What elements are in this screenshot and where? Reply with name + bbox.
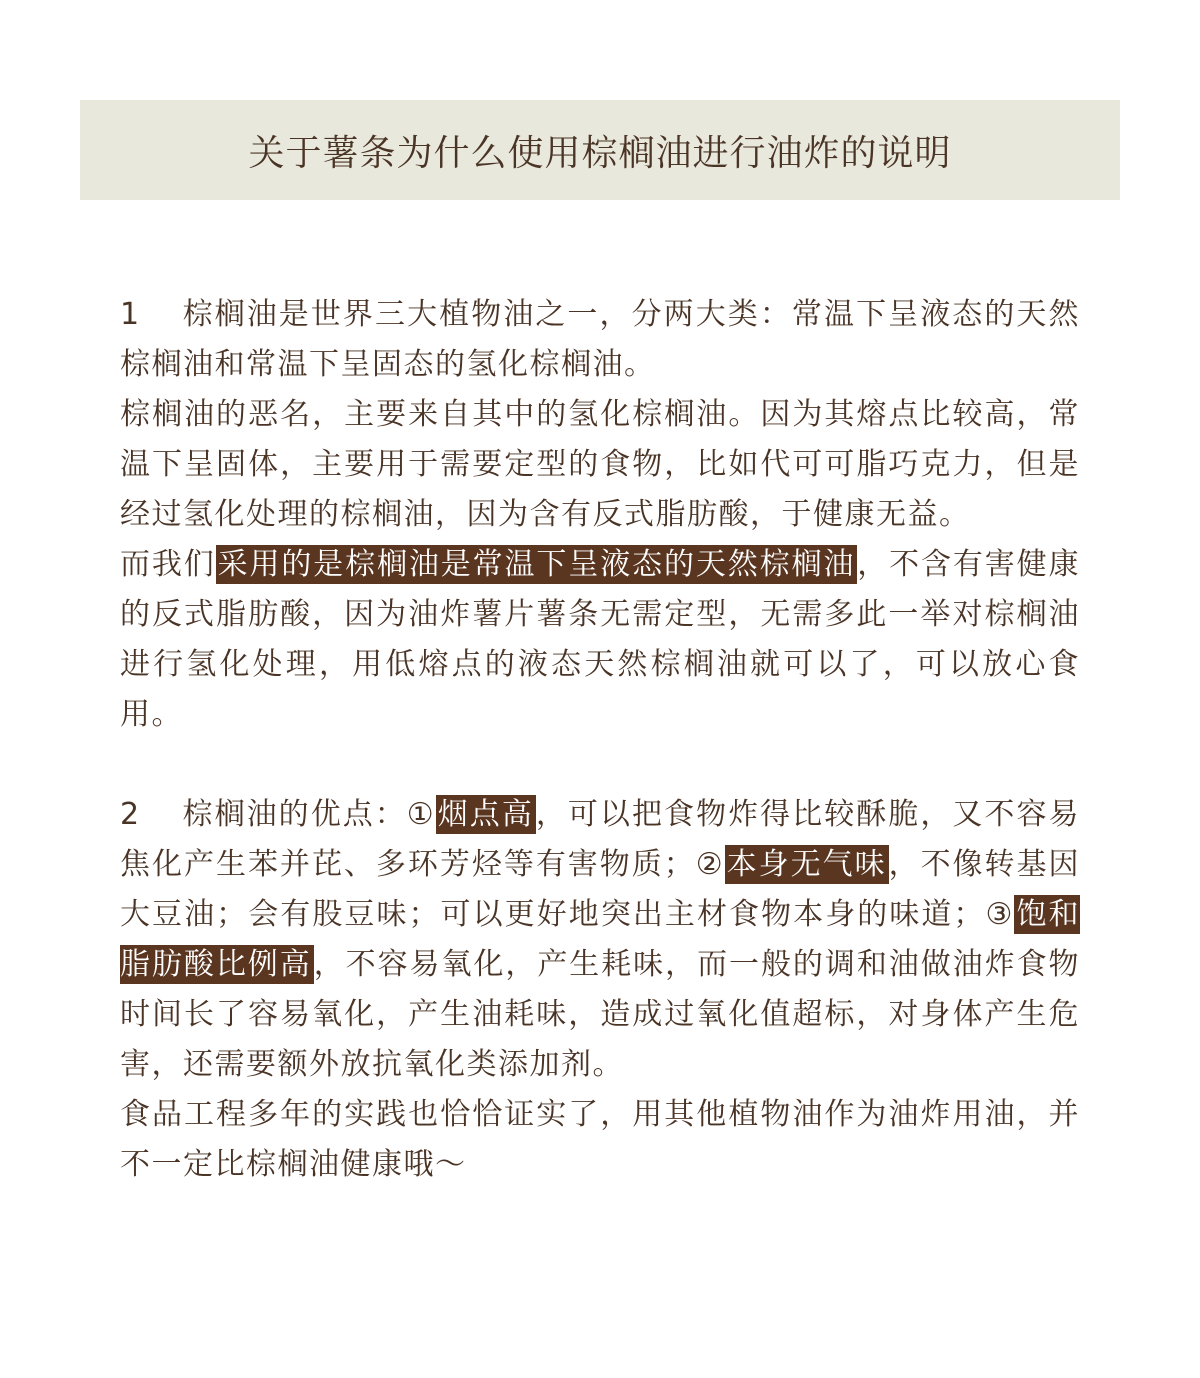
highlight-natural-palm-oil: 采用的是棕榈油是常温下呈液态的天然棕榈油: [217, 547, 856, 582]
title-banner: [80, 100, 1120, 200]
section-2-paragraph-1: [120, 790, 1080, 1090]
highlight-smoke-point: 烟点高: [437, 797, 534, 832]
section-1-paragraph-2: 棕榈油的恶名，主要来自其中的氢化棕榈油。因为其熔点比较高，常温下呈固体，主要用于需要定型的食物，比如代可可脂巧克力，但是经过氢化处理的棕榈油，因为含有反式脂肪酸，于健康无益。: [120, 397, 1080, 532]
section-2-number: 2: [120, 797, 141, 832]
section-1-paragraph-1: [120, 290, 1080, 390]
highlight-no-odor: 本身无气味: [726, 847, 887, 882]
article-body: [120, 290, 1080, 1190]
section-1-number: 1: [120, 297, 141, 332]
section-1-text-3a: 而我们: [120, 547, 216, 582]
section-1-paragraph-3: [120, 540, 1080, 740]
section-spacer: [120, 740, 1080, 790]
page-title: 关于薯条为什么使用棕榈油进行油炸的说明: [248, 132, 952, 174]
section-2-text-3: ，不像转基因大豆油；会有股豆味；可以更好地突出主材食物本身的味道；③: [120, 847, 1081, 932]
section-1-text-1: 棕榈油是世界三大植物油之一，分两大类：常温下呈液态的天然棕榈油和常温下呈固态的氢化棕榈油。: [120, 297, 1080, 382]
section-2-paragraph-2: 食品工程多年的实践也恰恰证实了，用其他植物油作为油炸用油，并不一定比棕榈油健康哦～: [120, 1097, 1080, 1182]
section-2-text-1: 棕榈油的优点：①: [182, 797, 436, 832]
section-1-text-3b: ，不含有害健康的反式脂肪酸，因为油炸薯片薯条无需定型，无需多此一举对棕榈油进行氢化处理，用低熔点的液态天然棕榈油就可以了，可以放心食用。: [120, 547, 1081, 732]
section-2-text-2: ，可以把食物炸得比较酥脆，又不容易焦化产生苯并芘、多环芳烃等有害物质；②: [120, 797, 1080, 882]
section-2-text-4: ，不容易氧化，产生耗味，而一般的调和油做油炸食物时间长了容易氧化，产生油耗味，造成过氧化值超标，对身体产生危害，还需要额外放抗氧化类添加剂。: [120, 947, 1081, 1082]
highlight-saturated-fat: 饱和脂肪酸比例高: [120, 897, 1080, 982]
